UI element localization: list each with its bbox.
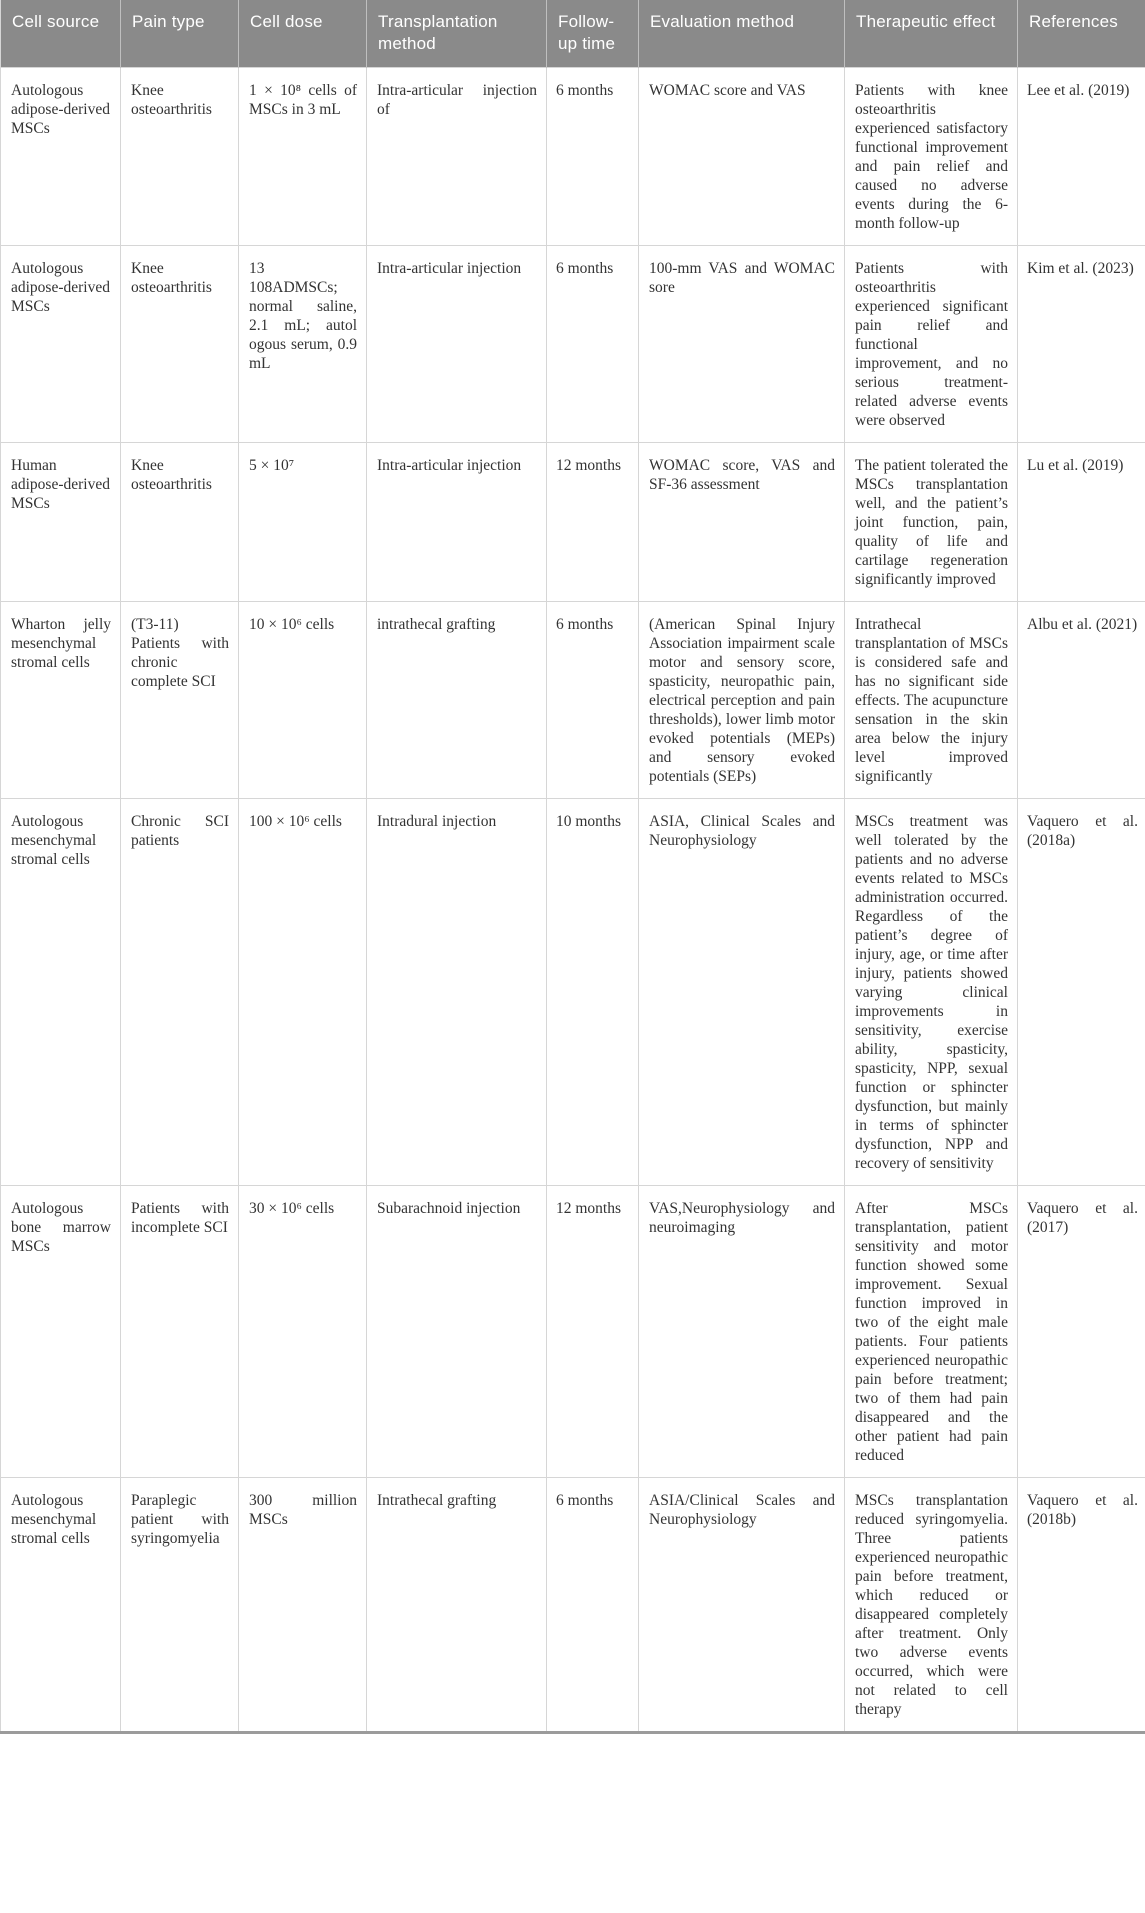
cell-dose-cell: 30 × 10⁶ cells — [239, 1186, 367, 1478]
follow-up-cell: 12 months — [547, 443, 639, 602]
reference-cell: Albu et al. (2021) — [1018, 602, 1145, 799]
table-row — [1, 1186, 1145, 1478]
reference-cell: Kim et al. (2023) — [1018, 246, 1145, 443]
therapeutic-effect-cell: MSCs treatment was well tolerated by the patients and no adverse events related to MSCs administration occurred. Regardless of the patient’s degree of injury, age, or time after injury, patients showed varying clinical improvements in sensitivity, exercise ability, spasticity, spasticity, NPP, sexual function or sphincter dysfunction, but mainly in terms of sphincter dysfunction, NPP and recovery of sensitivity — [845, 799, 1018, 1186]
transplant-method-cell: Intra-articular injection — [367, 443, 547, 602]
pain-type-cell: Patients with incomplete SCI — [121, 1186, 239, 1478]
therapeutic-effect-cell: Patients with knee osteoarthritis experienced satisfactory functional improvement and pain relief and caused no adverse events during the 6-month follow-up — [845, 68, 1018, 246]
table-row — [1, 1478, 1145, 1733]
cell-dose-cell: 1 × 10⁸ cells of MSCs in 3 mL — [239, 68, 367, 246]
pain-type-cell: (T3-11) Patients with chronic complete SCI — [121, 602, 239, 799]
col-header-evaluation: Evaluation method — [639, 0, 845, 68]
cell-source-cell: Autologous adipose-derived MSCs — [1, 68, 121, 246]
col-header-references: References — [1018, 0, 1145, 68]
table-row — [1, 602, 1145, 799]
cell-dose-cell: 5 × 10⁷ — [239, 443, 367, 602]
cell-dose-cell: 13 108ADMSCs; normal saline, 2.1 mL; autol ogous serum, 0.9 mL — [239, 246, 367, 443]
therapeutic-effect-cell: Intrathecal transplantation of MSCs is considered safe and has no significant side effects. The acupuncture sensation in the skin area below the injury level improved significantly — [845, 602, 1018, 799]
transplant-method-cell: intrathecal grafting — [367, 602, 547, 799]
reference-cell: Vaquero et al. (2017) — [1018, 1186, 1145, 1478]
evaluation-cell: ASIA/Clinical Scales and Neurophysiology — [639, 1478, 845, 1733]
follow-up-cell: 10 months — [547, 799, 639, 1186]
cell-source-cell: Autologous mesenchymal stromal cells — [1, 799, 121, 1186]
col-header-cell-dose: Cell dose — [239, 0, 367, 68]
therapeutic-effect-cell: After MSCs transplantation, patient sensitivity and motor function showed some improvement. Sexual function improved in two of the eight male patients. Four patients experienced neuropathic pain before treatment; two of them had pain disappeared and the other patient had pain reduced — [845, 1186, 1018, 1478]
cell-source-cell: Human adipose-derived MSCs — [1, 443, 121, 602]
transplant-method-cell: Subarachnoid injection — [367, 1186, 547, 1478]
evaluation-cell: WOMAC score, VAS and SF-36 assessment — [639, 443, 845, 602]
table-row — [1, 799, 1145, 1186]
cell-source-cell: Autologous mesenchymal stromal cells — [1, 1478, 121, 1733]
table-row — [1, 68, 1145, 246]
reference-cell: Vaquero et al. (2018a) — [1018, 799, 1145, 1186]
follow-up-cell: 6 months — [547, 1478, 639, 1733]
transplant-method-cell: Intradural injection — [367, 799, 547, 1186]
table-row — [1, 443, 1145, 602]
therapeutic-effect-cell: Patients with osteoarthritis experienced significant pain relief and functional improvement, and no serious treatment-related adverse events were observed — [845, 246, 1018, 443]
transplant-method-cell: Intrathecal grafting — [367, 1478, 547, 1733]
follow-up-cell: 12 months — [547, 1186, 639, 1478]
table-row — [1, 246, 1145, 443]
pain-type-cell: Chronic SCI patients — [121, 799, 239, 1186]
reference-cell: Lee et al. (2019) — [1018, 68, 1145, 246]
evaluation-cell: (American Spinal Injury Association impairment scale motor and sensory score, spasticity, neuropathic pain, electrical perception and pain thresholds), lower limb motor evoked potentials (MEPs) and sensory evoked potentials (SEPs) — [639, 602, 845, 799]
col-header-transplantation: Transplantation method — [367, 0, 547, 68]
reference-cell: Vaquero et al. (2018b) — [1018, 1478, 1145, 1733]
cell-source-cell: Autologous adipose-derived MSCs — [1, 246, 121, 443]
transplant-method-cell: Intra-articular injection of — [367, 68, 547, 246]
cell-dose-cell: 10 × 10⁶ cells — [239, 602, 367, 799]
pain-type-cell: Knee osteoarthritis — [121, 443, 239, 602]
follow-up-cell: 6 months — [547, 602, 639, 799]
table-header-row — [1, 0, 1145, 68]
cell-dose-cell: 300 million MSCs — [239, 1478, 367, 1733]
evaluation-cell: 100-mm VAS and WOMAC sore — [639, 246, 845, 443]
col-header-follow-up: Follow-up time — [547, 0, 639, 68]
evaluation-cell: WOMAC score and VAS — [639, 68, 845, 246]
col-header-effect: Therapeutic effect — [845, 0, 1018, 68]
therapeutic-effect-cell: MSCs transplantation reduced syringomyelia. Three patients experienced neuropathic pain before treatment, which reduced or disappeared completely after treatment. Only two adverse events occurred, which were not related to cell therapy — [845, 1478, 1018, 1733]
col-header-pain-type: Pain type — [121, 0, 239, 68]
therapeutic-effect-cell: The patient tolerated the MSCs transplantation well, and the patient’s joint function, pain, quality of life and cartilage regeneration significantly improved — [845, 443, 1018, 602]
cell-source-cell: Autologous bone marrow MSCs — [1, 1186, 121, 1478]
evaluation-cell: ASIA, Clinical Scales and Neurophysiology — [639, 799, 845, 1186]
col-header-cell-source: Cell source — [1, 0, 121, 68]
follow-up-cell: 6 months — [547, 68, 639, 246]
pain-type-cell: Knee osteoarthritis — [121, 68, 239, 246]
cell-dose-cell: 100 × 10⁶ cells — [239, 799, 367, 1186]
follow-up-cell: 6 months — [547, 246, 639, 443]
reference-cell: Lu et al. (2019) — [1018, 443, 1145, 602]
transplant-method-cell: Intra-articular injection — [367, 246, 547, 443]
cell-source-cell: Wharton jelly mesenchymal stromal cells — [1, 602, 121, 799]
pain-type-cell: Paraplegic patient with syringomyelia — [121, 1478, 239, 1733]
evaluation-cell: VAS,Neurophysiology and neuroimaging — [639, 1186, 845, 1478]
pain-type-cell: Knee osteoarthritis — [121, 246, 239, 443]
